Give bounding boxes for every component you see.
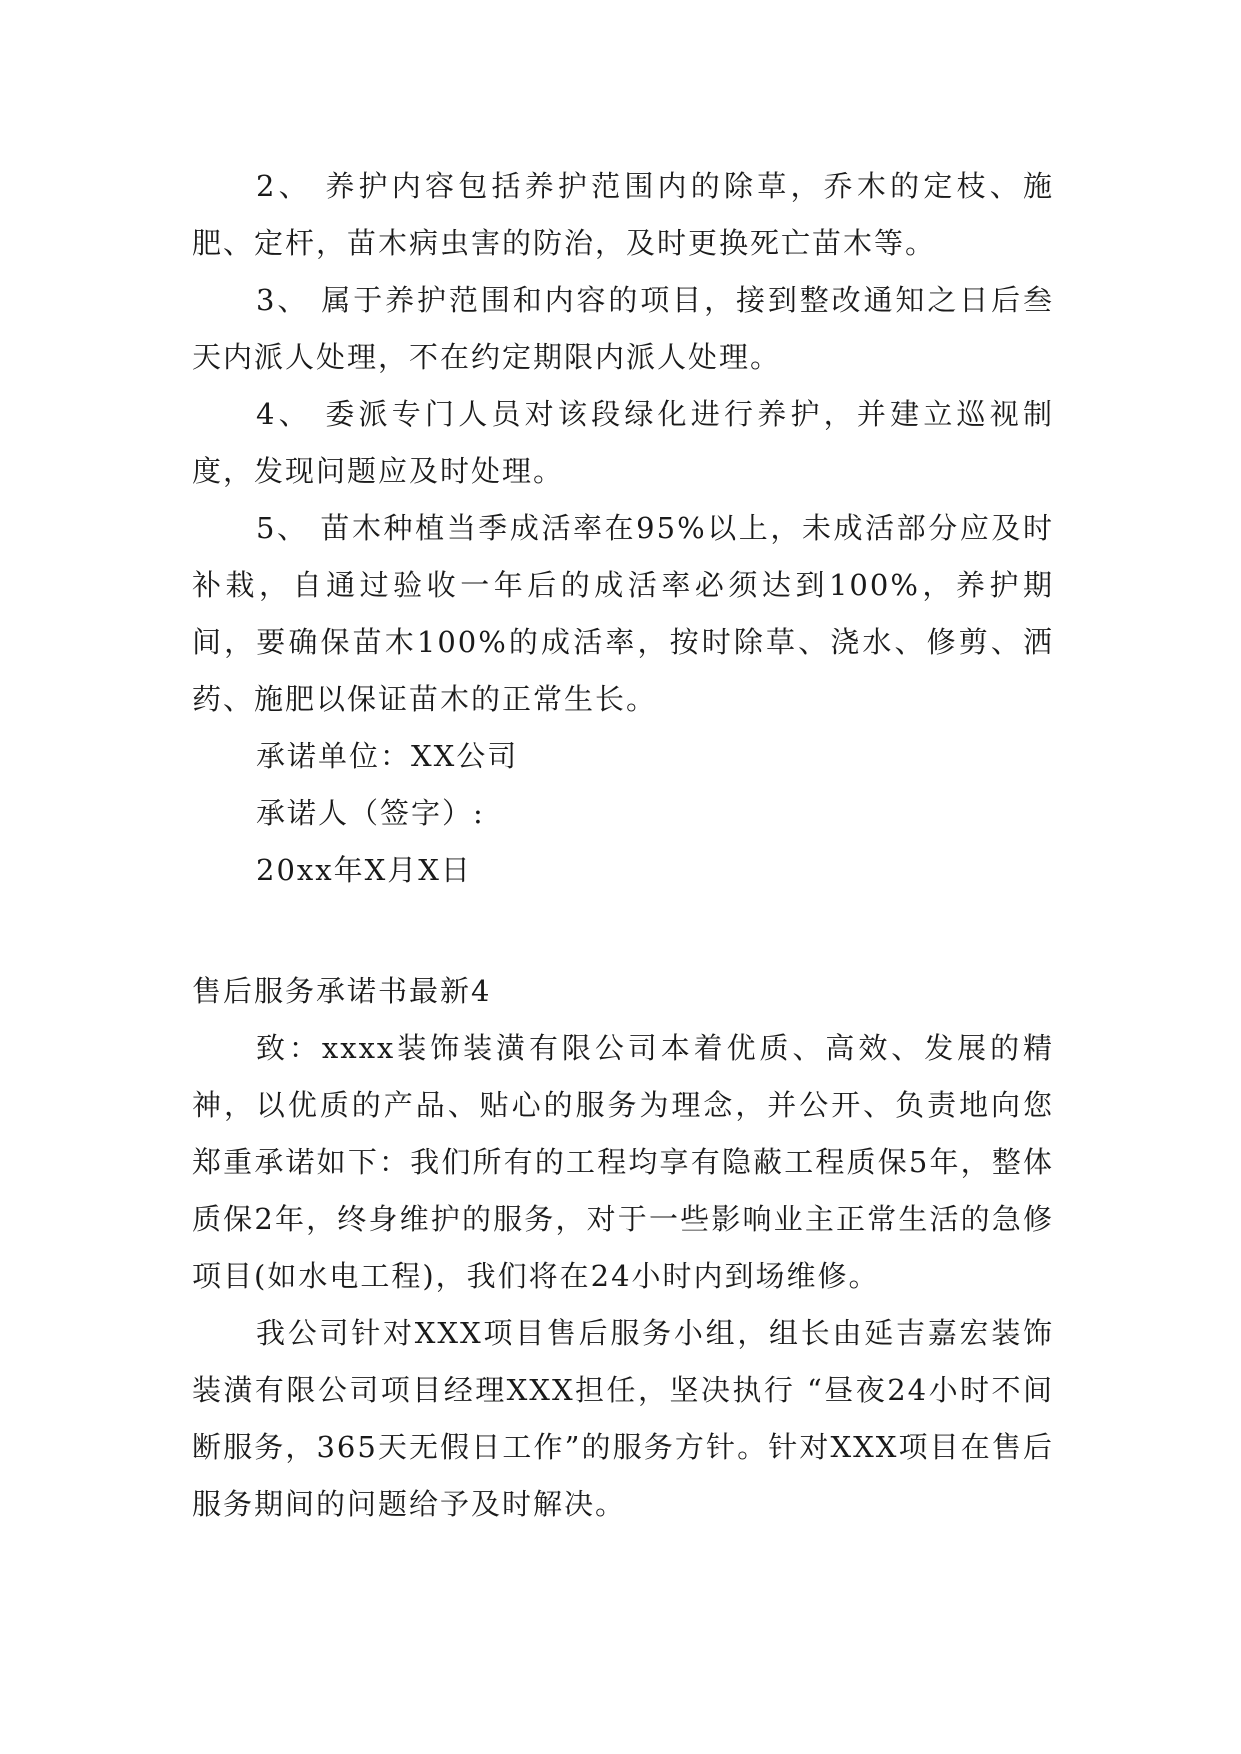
sign-unit: 承诺单位：XX公司 [256, 739, 519, 773]
commitment-section-3 [192, 158, 1054, 899]
clause-2: 2、 养护内容包括养护范围内的除草，乔木的定枝、施肥、定杆，苗木病虫害的防治，及时更换死亡苗木等。 [192, 169, 1054, 260]
clause-5: 5、 苗木种植当季成活率在95%以上，未成活部分应及时补栽，自通过验收一年后的成活率必须达到100%，养护期间，要确保苗木100%的成活率，按时除草、浇水、修剪、洒药、施肥以保证苗木的正常生长。 [192, 511, 1054, 716]
clause-3: 3、 属于养护范围和内容的项目，接到整改通知之日后叁天内派人处理，不在约定期限内派人处理。 [192, 283, 1054, 374]
sign-date: 20xx年X月X日 [256, 853, 472, 887]
clause-4: 4、 委派专门人员对该段绿化进行养护，并建立巡视制度，发现问题应及时处理。 [192, 397, 1054, 488]
section-title: 售后服务承诺书最新4 [192, 974, 492, 1008]
signer-line: 承诺人（签字）: [256, 796, 485, 830]
commitment-paragraph-2: 我公司针对XXX项目售后服务小组，组长由延吉嘉宏装饰装潢有限公司项目经理XXX担任，坚决执行 “昼夜24小时不间断服务，365天无假日工作”的服务方针。针对XXX项目在售后服务期间的问题给予及时解决。 [192, 1316, 1054, 1521]
commitment-section-4 [192, 963, 1054, 1533]
commitment-paragraph-1: 致：xxxx装饰装潢有限公司本着优质、高效、发展的精神，以优质的产品、贴心的服务为理念，并公开、负责地向您郑重承诺如下：我们所有的工程均享有隐蔽工程质保5年，整体质保2年，终身维护的服务，对于一些影响业主正常生活的急修项目(如水电工程)，我们将在24小时内到场维修。 [192, 1031, 1054, 1293]
